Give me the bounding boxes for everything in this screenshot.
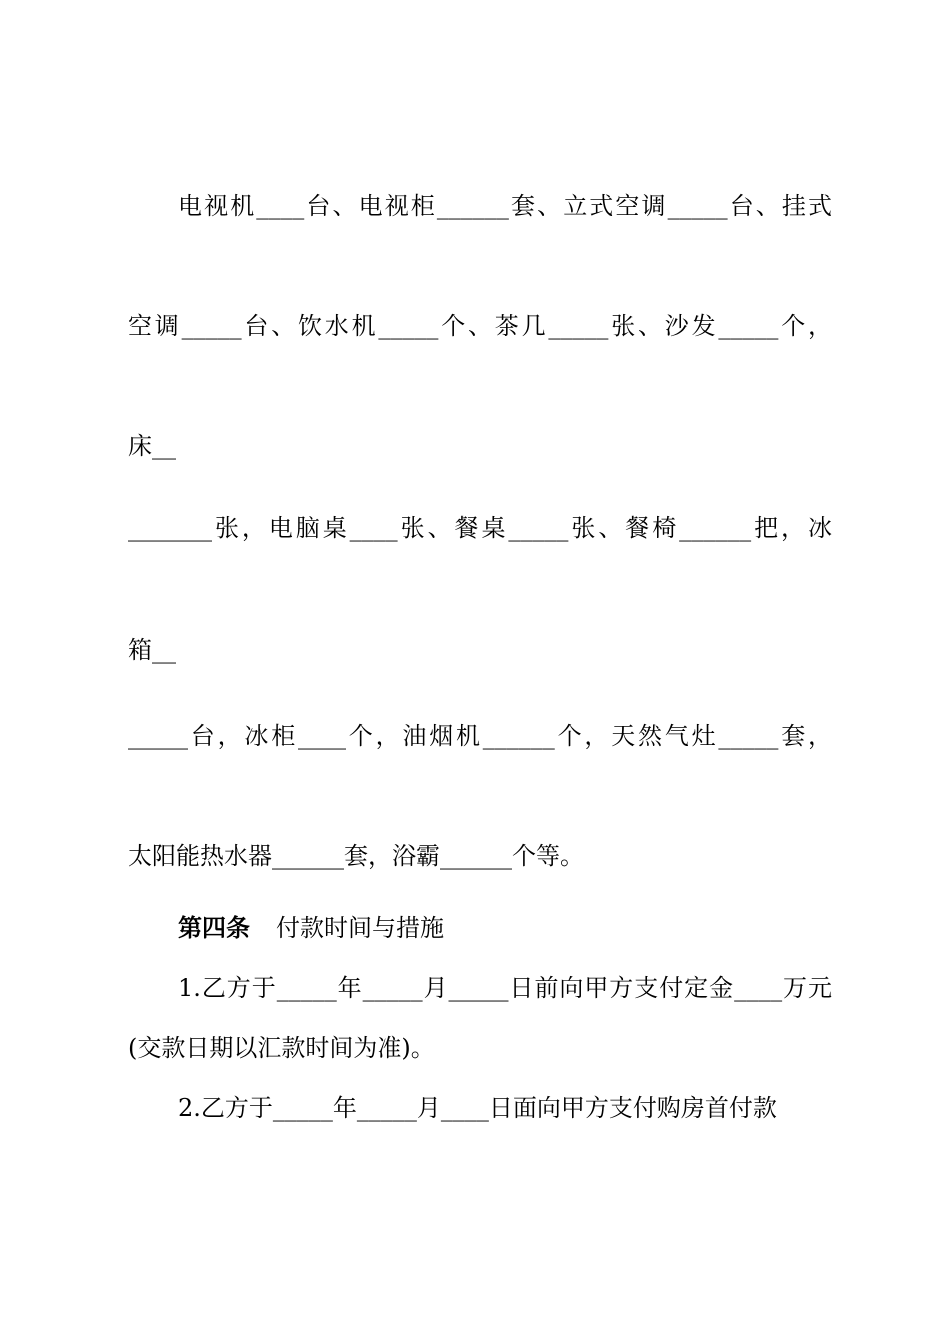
furniture-list-line-5: 箱__ (128, 636, 176, 664)
furniture-list-line-4: _______张，电脑桌____张、餐桌_____张、餐椅______把，冰 (128, 514, 832, 542)
payment-item-1-line-2: (交款日期以汇款时间为准)。 (128, 1034, 435, 1062)
article-heading (178, 912, 832, 944)
furniture-list-line-7: 太阳能热水器______套，浴霸______个等。 (128, 842, 584, 870)
furniture-list-line-2: 空调_____台、饮水机_____个、茶几_____张、沙发_____个， (128, 312, 832, 340)
furniture-list-line-1: 电视机____台、电视柜______套、立式空调_____台、挂式 (178, 192, 832, 220)
payment-item-2-line-1: 2.乙方于_____年_____月____日面向甲方支付购房首付款 (178, 1094, 777, 1122)
payment-item-1-line-1: 1.乙方于_____年_____月_____日前向甲方支付定金____万元 (178, 974, 832, 1002)
furniture-list-line-6: _____台，冰柜____个，油烟机______个，天然气灶_____套， (128, 722, 832, 750)
furniture-list-line-3: 床__ (128, 432, 176, 460)
article-title: 付款时间与措施 (276, 914, 444, 942)
article-number: 第四条 (178, 914, 250, 942)
